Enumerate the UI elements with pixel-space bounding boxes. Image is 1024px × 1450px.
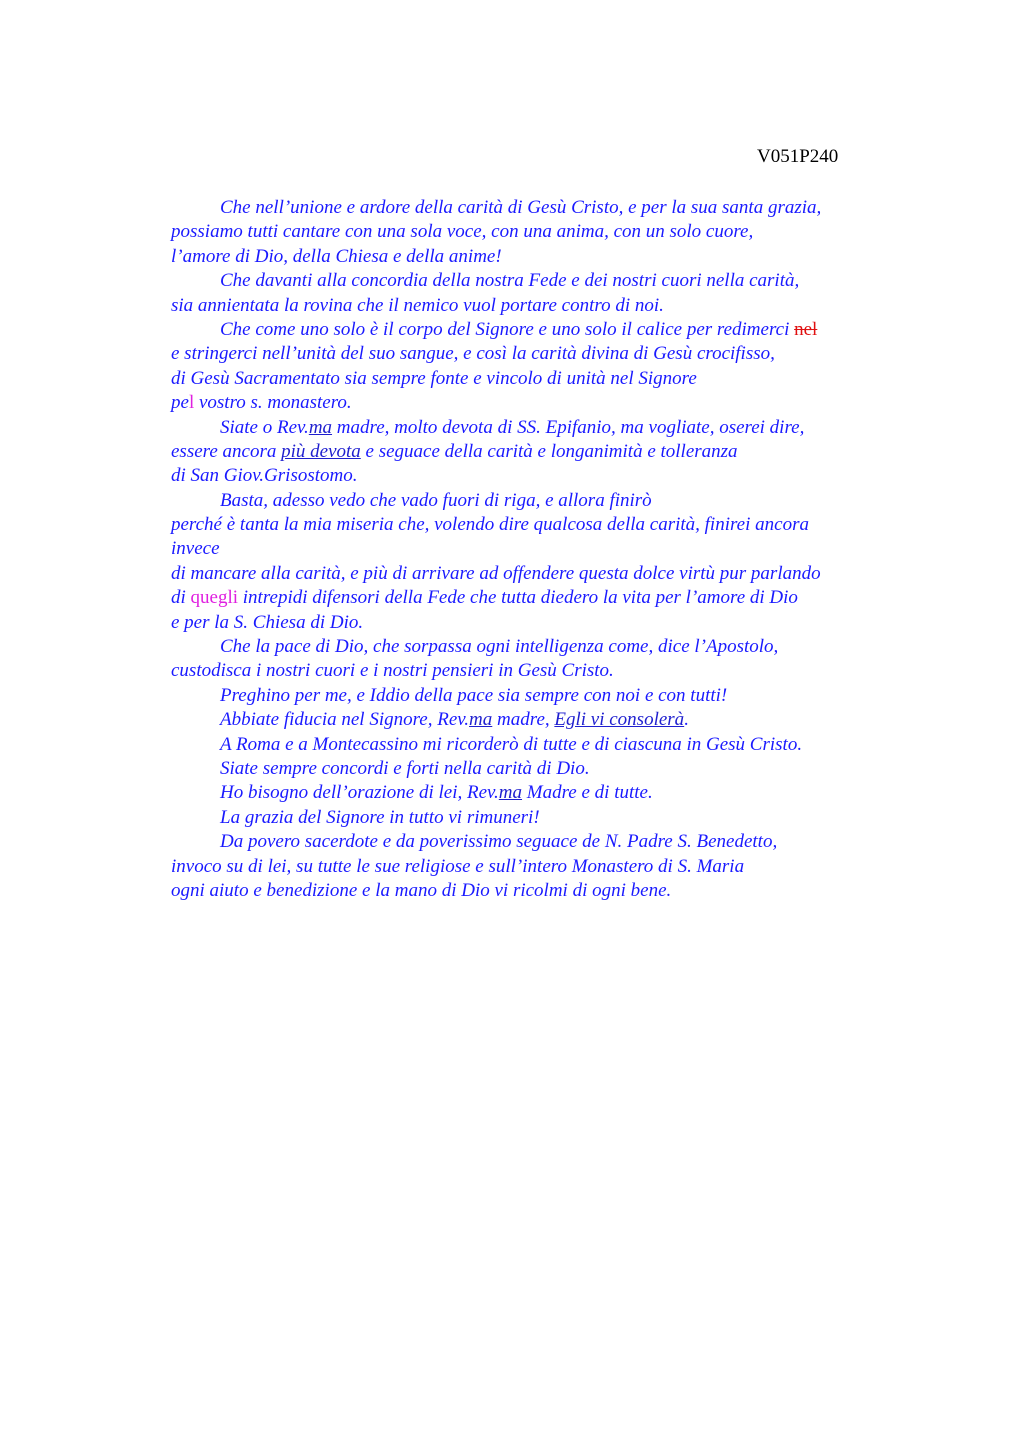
text-span: Che nell’unione e ardore della carità di Gesù Cristo, e per la sua santa grazia,: [220, 197, 822, 218]
underlined-text: ma: [308, 416, 333, 438]
paragraph-line: [171, 586, 911, 610]
paragraph-line: [171, 855, 911, 879]
letter-body: [171, 196, 911, 903]
paragraph-line: [171, 513, 911, 537]
inserted-word: quegli: [190, 587, 239, 609]
text-span: e seguace della carità e longanimità e tolleranza: [360, 440, 738, 462]
text-span: di San Giov.Grisostomo.: [171, 465, 358, 487]
paragraph-line: [171, 537, 911, 561]
paragraph-line: [171, 684, 911, 708]
inserted-letter: l: [188, 392, 195, 414]
text-span: madre, molto devota di SS. Epifanio, ma vogliate, oserei dire,: [332, 416, 805, 438]
text-span: intrepidi difensori della Fede che tutta diedero la vita per l’amore di Dio: [238, 587, 798, 609]
text-span: Abbiate fiducia nel Signore, Rev.: [220, 709, 470, 731]
paragraph-line: [171, 489, 911, 513]
paragraph-line: [171, 318, 911, 342]
text-span: Da povero sacerdote e da poverissimo seguace de N. Padre S. Benedetto,: [220, 831, 778, 853]
underlined-text: ma: [498, 782, 523, 804]
deleted-word: nel: [794, 318, 818, 340]
paragraph-line: [171, 830, 911, 854]
underlined-text: Egli vi consolerà: [554, 709, 685, 731]
text-span: Che come uno solo è il corpo del Signore e uno solo il calice per redimerci: [220, 318, 795, 340]
text-span: e per la S. Chiesa di Dio.: [171, 611, 364, 633]
paragraph-line: [171, 367, 911, 391]
text-span: Ho bisogno dell’orazione di lei, Rev.: [220, 782, 499, 804]
paragraph-line: [171, 708, 911, 732]
paragraph-line: [171, 416, 911, 440]
paragraph-line: [171, 806, 911, 830]
underlined-text: ma: [469, 709, 493, 731]
paragraph-line: [171, 781, 911, 805]
paragraph-line: [171, 342, 911, 366]
text-span: vostro s. monastero.: [194, 392, 352, 414]
text-span: custodisca i nostri cuori e i nostri pensieri in Gesù Cristo.: [171, 660, 614, 682]
text-span: Madre e di tutte.: [522, 782, 653, 804]
text-span: di mancare alla carità, e più di arrivare ad offendere questa dolce virtù pur parlando: [171, 562, 821, 584]
text-span: possiamo tutti cantare con una sola voce, con una anima, con un solo cuore,: [171, 221, 754, 243]
text-span: e stringerci nell’unità del suo sangue, e così la carità divina di Gesù crocifisso,: [171, 343, 775, 365]
paragraph-line: [171, 562, 911, 586]
text-span: A Roma e a Montecassino mi ricorderò di tutte e di ciascuna in Gesù Cristo.: [220, 733, 803, 755]
text-span: invoco su di lei, su tutte le sue religiose e sull’intero Monastero di S. Maria: [171, 855, 745, 877]
paragraph-line: [171, 757, 911, 781]
paragraph-line: [171, 391, 911, 415]
text-span: Preghino per me, e Iddio della pace sia sempre con noi e con tutti!: [220, 684, 728, 706]
paragraph-line: [171, 635, 911, 659]
text-span: sia annientata la rovina che il nemico vuol portare contro di noi.: [171, 294, 664, 316]
text-span: essere ancora: [171, 440, 282, 462]
document-id: V051P240: [757, 146, 839, 167]
paragraph-line: [171, 464, 911, 488]
text-span: l’amore di Dio, della Chiesa e della anime!: [171, 245, 502, 267]
paragraph-line: [171, 611, 911, 635]
text-span: Che la pace di Dio, che sorpassa ogni intelligenza come, dice l’Apostolo,: [220, 636, 779, 658]
text-span: Basta, adesso vedo che vado fuori di riga, e allora finirò: [220, 489, 652, 511]
paragraph-line: [171, 733, 911, 757]
text-span: Siate o Rev.: [220, 416, 309, 438]
paragraph-line: [171, 659, 911, 683]
text-span: madre,: [492, 709, 555, 731]
text-span: ogni aiuto e benedizione e la mano di Dio vi ricolmi di ogni bene.: [171, 879, 672, 901]
text-span: pe: [171, 392, 189, 414]
text-span: .: [684, 709, 689, 731]
paragraph-line: [171, 440, 911, 464]
text-span: Siate sempre concordi e forti nella carità di Dio.: [220, 757, 590, 779]
paragraph-line: [171, 196, 911, 220]
text-span: Che davanti alla concordia della nostra Fede e dei nostri cuori nella carità,: [220, 270, 800, 292]
text-span: di Gesù Sacramentato sia sempre fonte e vincolo di unità nel Signore: [171, 367, 697, 389]
paragraph-line: [171, 269, 911, 293]
paragraph-line: [171, 879, 911, 903]
underlined-text: più devota: [281, 440, 361, 462]
text-span: La grazia del Signore in tutto vi rimuneri!: [220, 806, 540, 828]
paragraph-line: [171, 245, 911, 269]
text-span: perché è tanta la mia miseria che, volendo dire qualcosa della carità, finirei ancora: [171, 514, 809, 536]
paragraph-line: [171, 220, 911, 244]
text-span: di: [171, 587, 191, 609]
paragraph-line: [171, 294, 911, 318]
text-span: invece: [171, 538, 220, 560]
